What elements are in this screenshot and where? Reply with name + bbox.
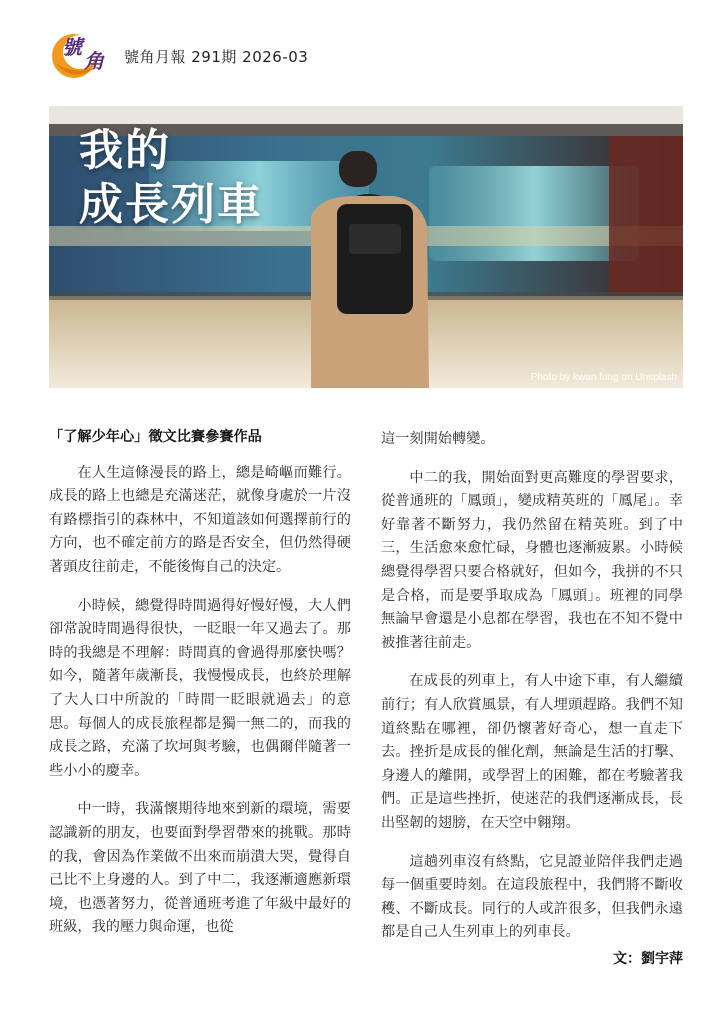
article-paragraph: 這趟列車沒有終點，它見證並陪伴我們走過每一個重要時刻。在這段旅程中，我們將不斷收穫、不斷成長。同行的人或許很多，但我們永遠都是自己人生列車上的列車長。 [381, 853, 683, 941]
article-paragraph: 小時候，總覺得時間過得好慢好慢，大人們卻常說時間過得很快，一眨眼一年又過去了。那時的我總是不理解：時間真的會過得那麼快嗎？如今，隨著年歲漸長，我慢慢成長，也終於理解了大人口中所說的「時間一眨眼就過去」的意思。每個人的成長旅程都是獨一無二的，而我的成長之路，充滿了坎坷與考驗，也偶爾伴隨著一些小小的慶幸。 [49, 597, 351, 779]
article-author: 文：劉宇萍 [613, 951, 683, 967]
article-column-left [49, 426, 351, 955]
svg-text:角: 角 [84, 49, 104, 73]
article-paragraph: 中一時，我滿懷期待地來到新的環境，需要認識新的朋友，也要面對學習帶來的挑戰。那時的我，會因為作業做不出來而崩潰大哭，覺得自己比不上身邊的人。到了中二，我逐漸適應新環境，也憑著努力，從普通班考進了年級中最好的班級，我的壓力與命運，也從 [49, 801, 351, 936]
page-header [0, 0, 722, 100]
hero-image [49, 106, 683, 388]
hero-title-line2: 成長列車 [79, 179, 263, 230]
hero-title-line1: 我的 [79, 125, 171, 176]
svg-text:號: 號 [62, 35, 82, 59]
hero-title [79, 124, 263, 232]
article-paragraph-continued: 這一刻開始轉變。 [381, 431, 495, 447]
article-subtitle: 「了解少年心」徵文比賽參賽作品 [49, 429, 262, 445]
issue-line: 號角月報 291期 2026-03 [124, 48, 309, 66]
article-paragraph: 中二的我，開始面對更高難度的學習要求，從普通班的「鳳頭」，變成精英班的「鳳尾」。幸好靠著不斷努力，我仍然留在精英班。到了中三，生活愈來愈忙碌，身體也逐漸疲累。小時候總覺得學習只要合格就好，但如今，我拼的不只是合格，而是要爭取成為「鳳頭」。班裡的同學無論早會還是小息都在學習，我也在不知不覺中被推著往前走。 [381, 469, 683, 651]
photo-credit: Photo by kwan fung on Unsplash [530, 372, 677, 383]
horn-logo-icon [48, 26, 116, 82]
article-paragraph: 在成長的列車上，有人中途下車，有人繼續前行；有人欣賞風景，有人埋頭趕路。我們不知道終點在哪裡，卻仍懷著好奇心，想一直走下去。挫折是成長的催化劑，無論是生活的打擊、身邊人的離開，或學習上的困難，都在考驗著我們。正是這些挫折，使迷茫的我們逐漸成長，長出堅韌的翅膀，在天空中翱翔。 [381, 673, 683, 831]
article-column-right [381, 428, 683, 960]
article-paragraph: 在人生這條漫長的路上，總是崎嶇而難行。成長的路上也總是充滿迷茫，就像身處於一片沒有路標指引的森林中，不知道該如何選擇前行的方向，也不確定前方的路是否安全，但仍然得硬著頭皮往前走，不能後悔自己的決定。 [49, 464, 351, 575]
